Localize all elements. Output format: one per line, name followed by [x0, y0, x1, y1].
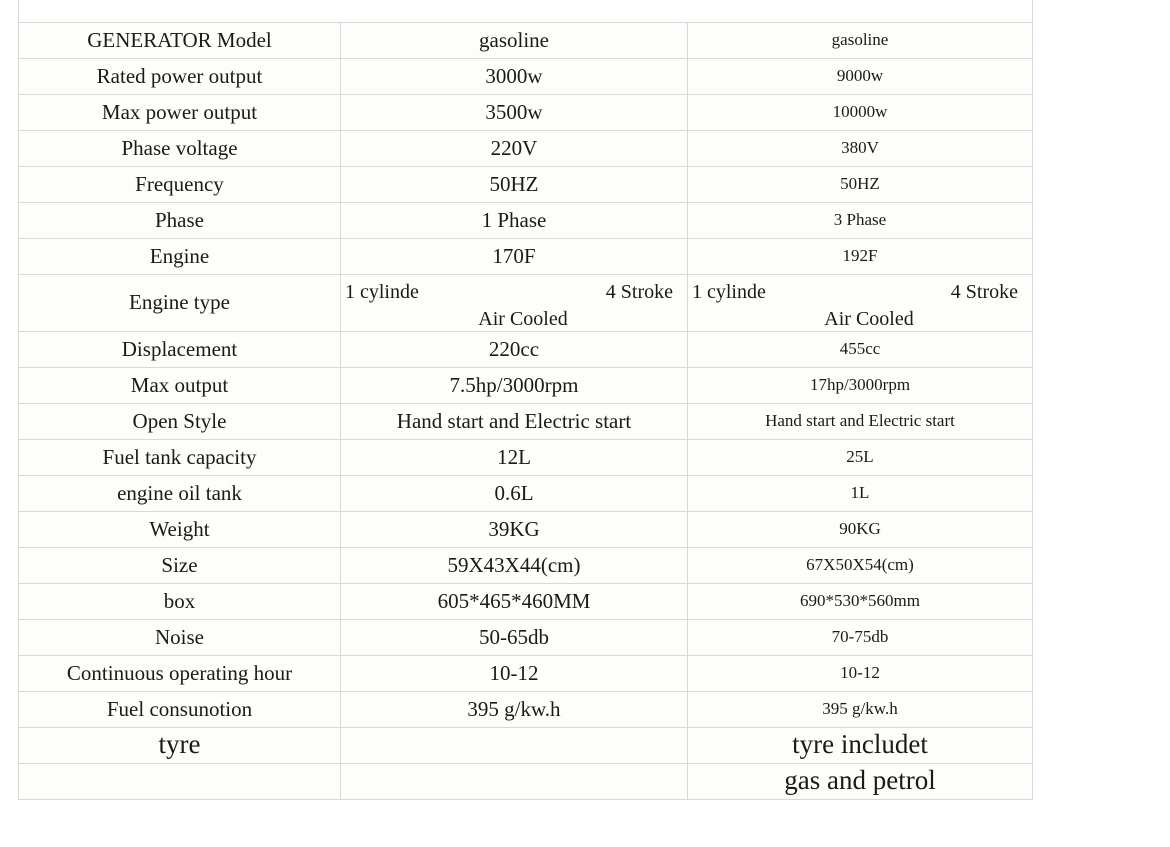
spec-value-2: 90KG [688, 511, 1033, 547]
table-row [19, 202, 1033, 238]
spec-value-2: Hand start and Electric start [688, 403, 1033, 439]
spec-value-1: 10-12 [341, 655, 688, 691]
spec-value-2: 25L [688, 439, 1033, 475]
table-row [19, 22, 1033, 58]
engine-type-cooling: Air Cooled [824, 307, 914, 330]
spec-label [19, 763, 341, 799]
spec-value-1: 7.5hp/3000rpm [341, 367, 688, 403]
spec-value-2: 455cc [688, 331, 1033, 367]
spec-value-2 [688, 274, 1033, 331]
table-row [19, 511, 1033, 547]
spec-value-2: 1L [688, 475, 1033, 511]
table-row [19, 403, 1033, 439]
photo-spacer-value2-cell [688, 0, 1033, 22]
spec-value-2: 67X50X54(cm) [688, 547, 1033, 583]
table-row-photo-spacer [19, 0, 1033, 22]
spec-value-1: 605*465*460MM [341, 583, 688, 619]
table-row-engine-type [19, 274, 1033, 331]
table-row [19, 331, 1033, 367]
spec-value-1 [341, 763, 688, 799]
spec-value-1: 3500w [341, 94, 688, 130]
spec-label: Fuel tank capacity [19, 439, 341, 475]
specification-table [18, 0, 1033, 800]
spec-label: Max output [19, 367, 341, 403]
spec-value-1: 3000w [341, 58, 688, 94]
table-row [19, 475, 1033, 511]
spec-value-2: gasoline [688, 22, 1033, 58]
spec-value-2: 10000w [688, 94, 1033, 130]
engine-type-cylinder: 1 cylinde [345, 280, 419, 303]
engine-type-line-1 [692, 275, 1028, 304]
spec-value-1: 12L [341, 439, 688, 475]
spec-value-1: 220V [341, 130, 688, 166]
spec-value-1: Hand start and Electric start [341, 403, 688, 439]
engine-type-stroke: 4 Stroke [950, 280, 1018, 303]
spec-label: Continuous operating hour [19, 655, 341, 691]
specification-table-body [19, 0, 1033, 799]
spec-label: Weight [19, 511, 341, 547]
photo-spacer-value1-cell [341, 0, 688, 22]
spec-value-1: 220cc [341, 331, 688, 367]
spec-value-1 [341, 274, 688, 331]
spec-label: Max power output [19, 94, 341, 130]
spec-value-2: 9000w [688, 58, 1033, 94]
spec-value-1: 1 Phase [341, 202, 688, 238]
spec-value-1: 0.6L [341, 475, 688, 511]
spec-value-2: 192F [688, 238, 1033, 274]
table-row [19, 691, 1033, 727]
engine-type-stroke: 4 Stroke [605, 280, 673, 303]
table-row [19, 130, 1033, 166]
table-row [19, 583, 1033, 619]
spec-value-2: 10-12 [688, 655, 1033, 691]
table-row [19, 439, 1033, 475]
spec-value-1: 39KG [341, 511, 688, 547]
table-row-fuel [19, 763, 1033, 799]
spec-label: Engine type [19, 274, 341, 331]
spec-value-2: 395 g/kw.h [688, 691, 1033, 727]
spec-label: Noise [19, 619, 341, 655]
spec-value-2: 17hp/3000rpm [688, 367, 1033, 403]
table-row [19, 619, 1033, 655]
spec-value-1: 395 g/kw.h [341, 691, 688, 727]
spec-label: Size [19, 547, 341, 583]
spec-value-1: 50-65db [341, 619, 688, 655]
spec-value-1: 170F [341, 238, 688, 274]
spec-label: Displacement [19, 331, 341, 367]
engine-type-cylinder: 1 cylinde [692, 280, 766, 303]
table-row [19, 238, 1033, 274]
engine-type-cooling: Air Cooled [478, 307, 568, 330]
table-row [19, 94, 1033, 130]
spec-value-1: 59X43X44(cm) [341, 547, 688, 583]
spec-value-1 [341, 727, 688, 763]
spec-value-2: 380V [688, 130, 1033, 166]
spec-label: Phase [19, 202, 341, 238]
spec-label: Engine [19, 238, 341, 274]
spec-label: engine oil tank [19, 475, 341, 511]
spec-value-1: 50HZ [341, 166, 688, 202]
spec-label: Frequency [19, 166, 341, 202]
table-row [19, 547, 1033, 583]
spec-value-1: gasoline [341, 22, 688, 58]
spec-label: box [19, 583, 341, 619]
spec-label: Open Style [19, 403, 341, 439]
spec-value-2: 70-75db [688, 619, 1033, 655]
engine-type-line-1 [345, 275, 683, 304]
table-row [19, 58, 1033, 94]
spec-value-2: 50HZ [688, 166, 1033, 202]
spec-value-2: gas and petrol [688, 763, 1033, 799]
spec-value-2: tyre includet [688, 727, 1033, 763]
table-row [19, 655, 1033, 691]
spec-value-2: 690*530*560mm [688, 583, 1033, 619]
table-row [19, 367, 1033, 403]
table-row [19, 166, 1033, 202]
spec-label: tyre [19, 727, 341, 763]
spec-label: Rated power output [19, 58, 341, 94]
spec-label: Fuel consunotion [19, 691, 341, 727]
table-row-tyre [19, 727, 1033, 763]
photo-spacer-label-cell [19, 0, 341, 22]
spec-label: Phase voltage [19, 130, 341, 166]
spec-value-2: 3 Phase [688, 202, 1033, 238]
spec-label: GENERATOR Model [19, 22, 341, 58]
